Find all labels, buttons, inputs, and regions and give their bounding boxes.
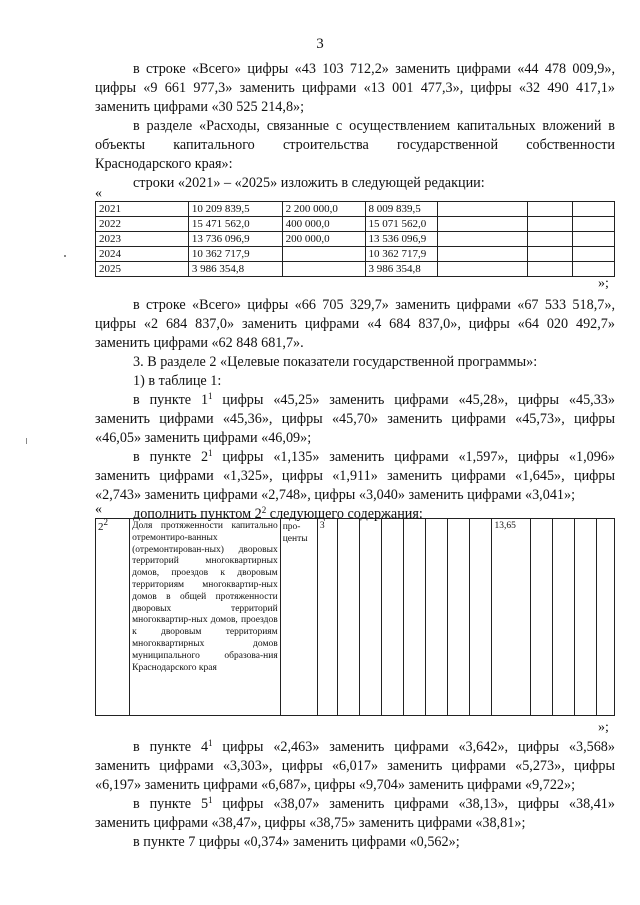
table-row bbox=[96, 232, 615, 247]
table-cell bbox=[530, 519, 552, 716]
table-cell bbox=[438, 202, 528, 217]
paragraph: в строке «Всего» цифры «66 705 329,7» заменить цифрами «67 533 518,7», цифры «2 684 837,0» заменить цифрами «4 684 837,0», цифры «64 020 492,7» заменить цифрами «62 848 681,7». bbox=[95, 297, 615, 351]
text-block-c bbox=[95, 738, 615, 852]
table-cell: 15 071 562,0 bbox=[365, 217, 438, 232]
scan-mark bbox=[64, 255, 66, 257]
table-cell bbox=[528, 247, 573, 262]
paragraph-text: цифры «38,07» заменить цифрами «38,13», цифры «38,41» заменить цифрами «38,47», цифры «38,75» заменить цифрами «38,81»; bbox=[95, 796, 615, 831]
table-cell bbox=[528, 232, 573, 247]
table-cell bbox=[438, 262, 528, 277]
unit-cell: про-центы bbox=[280, 519, 317, 716]
table-cell bbox=[528, 217, 573, 232]
paragraph: в пункте 7 цифры «0,374» заменить цифрами «0,562»; bbox=[133, 834, 460, 850]
table-cell: 2021 bbox=[96, 202, 189, 217]
table-cell bbox=[404, 519, 426, 716]
table-cell bbox=[573, 217, 615, 232]
table-cell: 2025 bbox=[96, 262, 189, 277]
table-cell: 13 536 096,9 bbox=[365, 232, 438, 247]
paragraph-text: цифры «2,463» заменить цифрами «3,642», цифры «3,568» заменить цифрами «3,303», цифры «6,017» заменить цифрами «5,273», цифры «6,197» заменить цифрами «6,687», цифры «9,704» заменить цифрами «9,722»; bbox=[95, 739, 615, 793]
paragraph bbox=[95, 448, 615, 505]
paragraph: в разделе «Расходы, связанные с осуществлением капитальных вложений в объекты капитального строительства государственной собственности Краснодарского края»: bbox=[95, 118, 615, 172]
table-cell bbox=[448, 519, 470, 716]
table-cell bbox=[382, 519, 404, 716]
table-row bbox=[96, 262, 615, 277]
row-number: 2 bbox=[98, 521, 104, 533]
table-cell bbox=[359, 519, 381, 716]
open-quote: « bbox=[95, 186, 102, 201]
table-cell: 13 736 096,9 bbox=[188, 232, 282, 247]
table-cell bbox=[438, 247, 528, 262]
indicator-table bbox=[95, 518, 615, 716]
table-cell bbox=[282, 247, 365, 262]
paragraph: строки «2021» – «2025» изложить в следующей редакции: bbox=[133, 175, 485, 191]
table-cell: 2023 bbox=[96, 232, 189, 247]
table-row bbox=[96, 202, 615, 217]
paragraph bbox=[95, 391, 615, 448]
paragraph: 3. В разделе 2 «Целевые показатели государственной программы»: bbox=[133, 354, 538, 370]
superscript: 2 bbox=[261, 505, 267, 515]
table-cell: 2024 bbox=[96, 247, 189, 262]
table-cell: 10 362 717,9 bbox=[188, 247, 282, 262]
table-cell: 3 986 354,8 bbox=[365, 262, 438, 277]
close-quote: »; bbox=[598, 276, 609, 291]
paragraph: в строке «Всего» цифры «43 103 712,2» заменить цифрами «44 478 009,9», цифры «9 661 977,3» заменить цифрами «13 001 477,3», цифры «32 490 417,1» заменить цифрами «30 525 214,8»; bbox=[95, 61, 615, 115]
table-cell bbox=[596, 519, 614, 716]
table-cell bbox=[552, 519, 574, 716]
table-cell bbox=[337, 519, 359, 716]
table-cell: 3 986 354,8 bbox=[188, 262, 282, 277]
value-cell: 13,65 bbox=[492, 519, 530, 716]
table-cell bbox=[438, 232, 528, 247]
paragraph-text: в пункте 1 bbox=[133, 392, 209, 408]
table-cell bbox=[426, 519, 448, 716]
table-cell bbox=[528, 202, 573, 217]
table-cell: 400 000,0 bbox=[282, 217, 365, 232]
table-cell: 10 209 839,5 bbox=[188, 202, 282, 217]
superscript: 1 bbox=[208, 738, 213, 748]
table-cell: 2022 bbox=[96, 217, 189, 232]
table-cell bbox=[282, 262, 365, 277]
table-cell bbox=[573, 262, 615, 277]
paragraph-text: цифры «1,135» заменить цифрами «1,597», цифры «1,096» заменить цифрами «1,325», цифры «1,911» заменить цифрами «1,645», цифры «2,743» заменить цифрами «2,748», цифры «3,040» заменить цифрами «3,041»; bbox=[95, 449, 615, 503]
paragraph-text: в пункте 2 bbox=[133, 449, 209, 465]
paragraph-text: в пункте 5 bbox=[133, 796, 209, 812]
superscript: 1 bbox=[208, 391, 213, 401]
superscript: 2 bbox=[103, 517, 108, 527]
paragraph-text: в пункте 4 bbox=[133, 739, 209, 755]
table-row bbox=[96, 519, 615, 716]
table-cell: 15 471 562,0 bbox=[188, 217, 282, 232]
table-cell: 10 362 717,9 bbox=[365, 247, 438, 262]
text-block-a bbox=[95, 60, 615, 193]
indicator-name: Доля протяженности капитально отремонтиро-ванных (отремонтирован-ных) дворовых территорий многоквартирных домов, проездов к дворовым территориям многоквартир-ных домов в общей протяженности дворовых территорий многоквартир-ных домов, проездов к дворовым территориям многоквартирных домов муниципального образова-ния Краснодарского края bbox=[130, 519, 281, 716]
table-cell: 200 000,0 bbox=[282, 232, 365, 247]
table-row bbox=[96, 217, 615, 232]
table-cell: 2 200 000,0 bbox=[282, 202, 365, 217]
paragraph bbox=[95, 795, 615, 833]
row-number-cell bbox=[96, 519, 130, 716]
open-quote: « bbox=[95, 502, 102, 517]
superscript: 1 bbox=[208, 448, 213, 458]
text-block-b bbox=[95, 296, 615, 524]
page-number: 3 bbox=[316, 36, 324, 52]
table-cell bbox=[573, 202, 615, 217]
paragraph: 1) в таблице 1: bbox=[133, 373, 222, 389]
table-cell: 8 009 839,5 bbox=[365, 202, 438, 217]
paragraph-text: дополнить пунктом 2 bbox=[133, 506, 262, 522]
table-cell bbox=[438, 217, 528, 232]
paragraph-text: цифры «45,25» заменить цифрами «45,28», цифры «45,33» заменить цифрами «45,36», цифры «45,70» заменить цифрами «45,73», цифры «46,05» заменить цифрами «46,09»; bbox=[95, 392, 615, 446]
paragraph-text: следующего содержания: bbox=[266, 506, 423, 522]
table-cell bbox=[528, 262, 573, 277]
superscript: 1 bbox=[208, 795, 213, 805]
table-cell bbox=[470, 519, 492, 716]
table-row bbox=[96, 247, 615, 262]
table-cell bbox=[573, 232, 615, 247]
expenses-table bbox=[95, 201, 615, 277]
table-cell bbox=[573, 247, 615, 262]
close-quote: »; bbox=[598, 720, 609, 735]
status-cell: 3 bbox=[317, 519, 337, 716]
paragraph bbox=[95, 738, 615, 795]
scan-mark bbox=[26, 438, 27, 444]
table-cell bbox=[574, 519, 596, 716]
